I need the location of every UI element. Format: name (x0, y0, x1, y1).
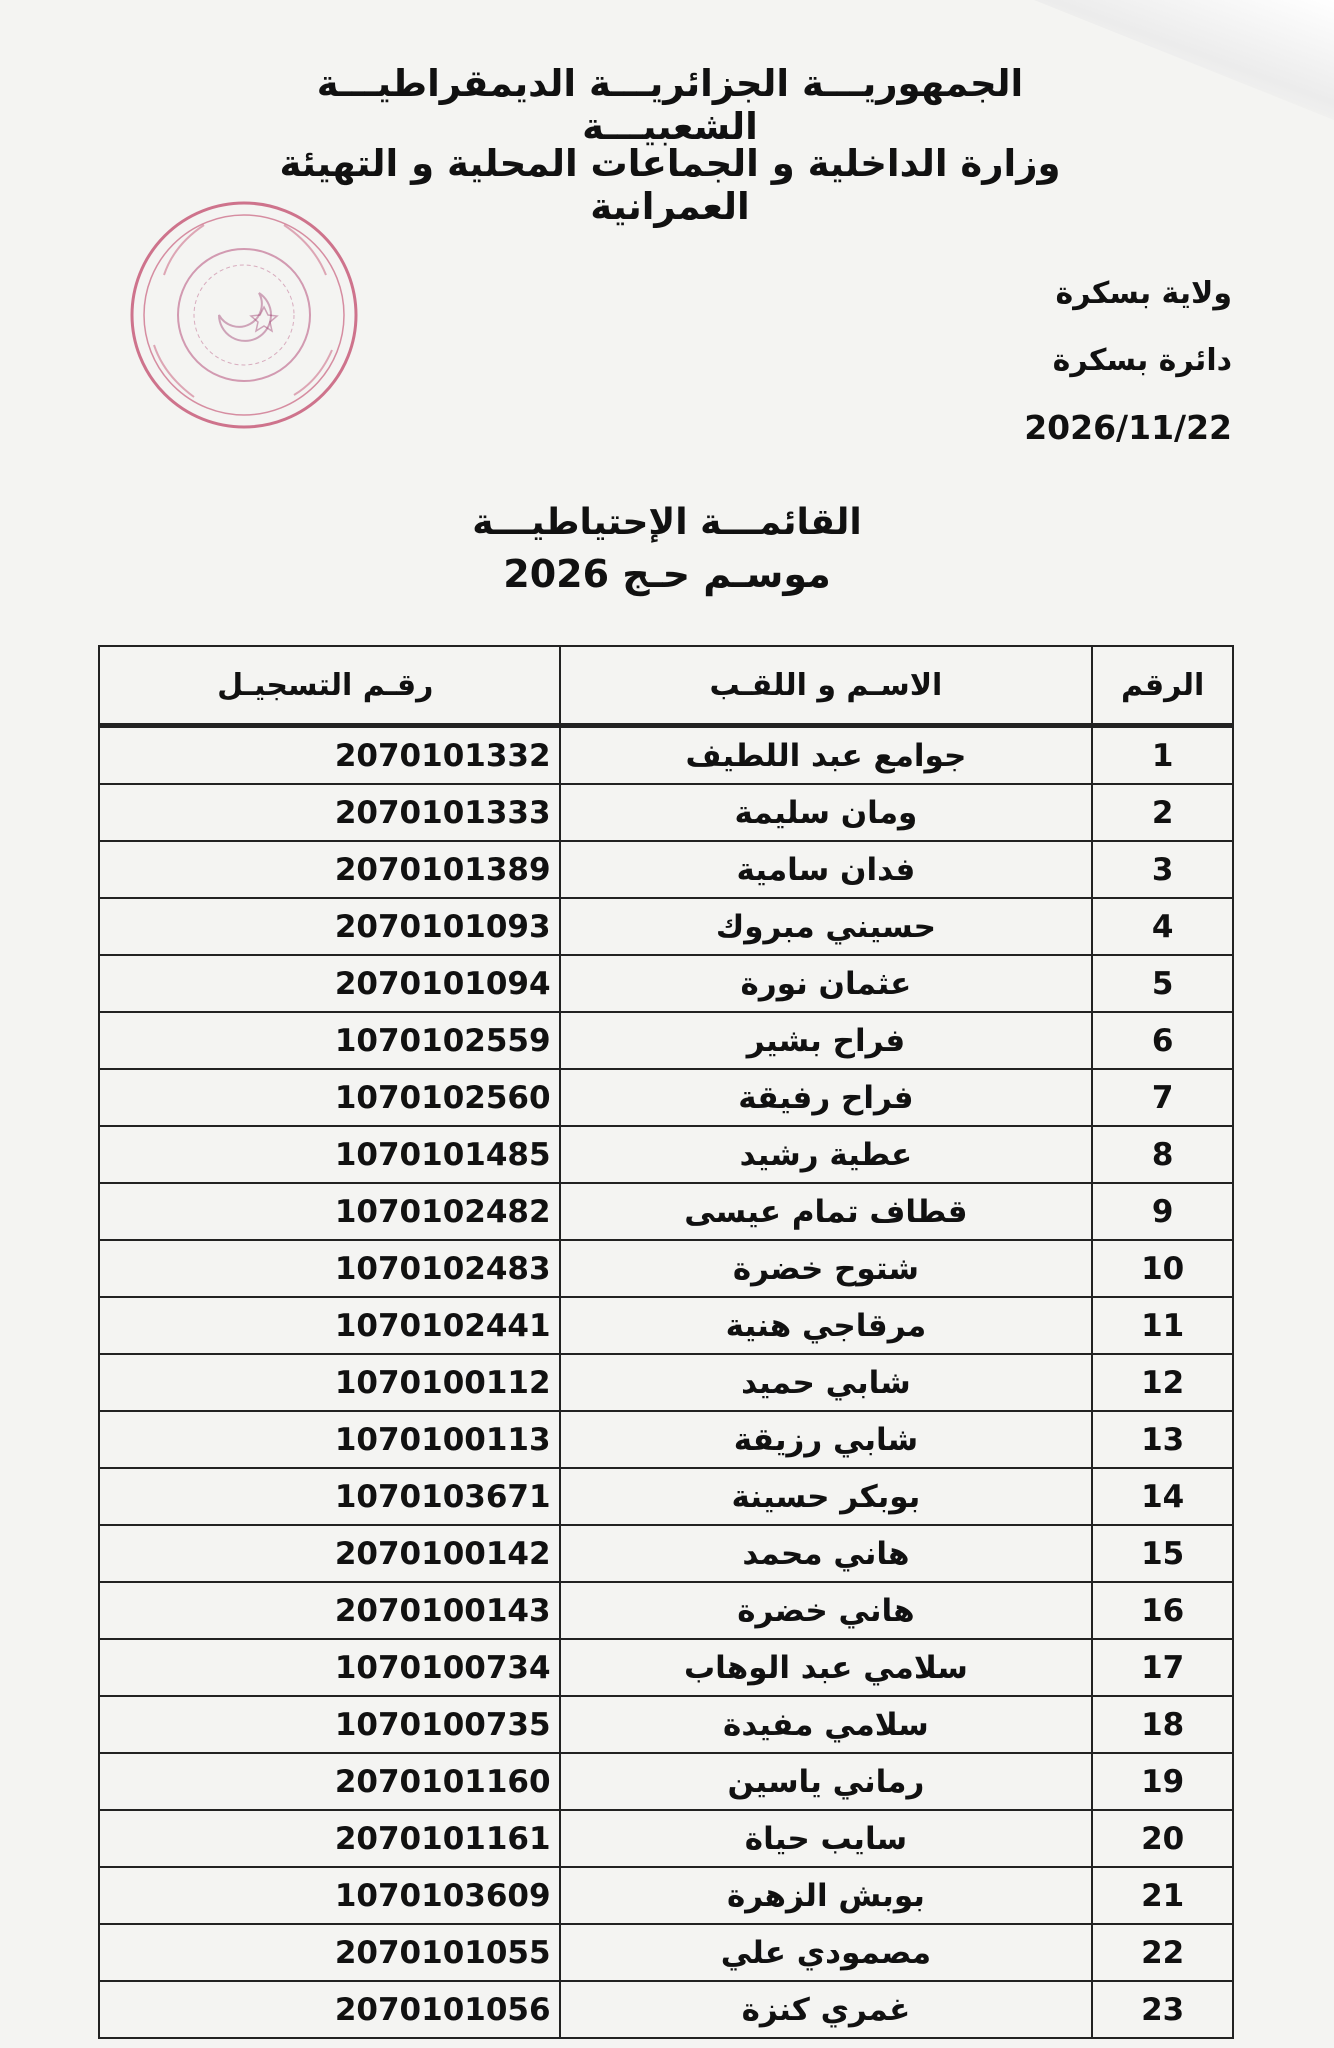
table-row (99, 1924, 1233, 1981)
row-registration: 2070101160 (99, 1753, 560, 1810)
table-row (99, 1696, 1233, 1753)
row-name: عثمان نورة (560, 955, 1093, 1012)
row-name: عطية رشيد (560, 1126, 1093, 1183)
row-registration: 2070101389 (99, 841, 560, 898)
row-number: 20 (1092, 1810, 1233, 1867)
row-registration: 2070101094 (99, 955, 560, 1012)
row-name: رماني ياسين (560, 1753, 1093, 1810)
row-name: هاني خضرة (560, 1582, 1093, 1639)
table-row (99, 1639, 1233, 1696)
row-number: 1 (1092, 726, 1233, 785)
table-row (99, 1981, 1233, 2038)
row-number: 23 (1092, 1981, 1233, 2038)
row-name: بوبش الزهرة (560, 1867, 1093, 1924)
document-date: 2026/11/22 (1024, 408, 1232, 447)
table-row (99, 841, 1233, 898)
row-number: 11 (1092, 1297, 1233, 1354)
row-number: 7 (1092, 1069, 1233, 1126)
table-row (99, 1411, 1233, 1468)
row-registration: 2070100142 (99, 1525, 560, 1582)
row-number: 12 (1092, 1354, 1233, 1411)
row-name: حسيني مبروك (560, 898, 1093, 955)
row-number: 19 (1092, 1753, 1233, 1810)
row-registration: 2070101093 (99, 898, 560, 955)
row-number: 16 (1092, 1582, 1233, 1639)
row-registration: 1070100112 (99, 1354, 560, 1411)
table-row (99, 1297, 1233, 1354)
row-number: 4 (1092, 898, 1233, 955)
row-registration: 1070102560 (99, 1069, 560, 1126)
row-registration: 1070103609 (99, 1867, 560, 1924)
list-title: القائمـــة الإحتياطيـــة (472, 502, 862, 543)
row-name: مصمودي علي (560, 1924, 1093, 1981)
row-number: 3 (1092, 841, 1233, 898)
table-row (99, 1582, 1233, 1639)
table-row (99, 726, 1233, 785)
row-number: 5 (1092, 955, 1233, 1012)
row-number: 6 (1092, 1012, 1233, 1069)
table-row (99, 1867, 1233, 1924)
official-stamp-icon (124, 195, 364, 435)
table-row (99, 955, 1233, 1012)
row-registration: 1070103671 (99, 1468, 560, 1525)
daira-label: دائرة بسكرة (1052, 343, 1232, 378)
row-number: 9 (1092, 1183, 1233, 1240)
table-body (99, 726, 1233, 2039)
table-row (99, 1069, 1233, 1126)
table-row (99, 1012, 1233, 1069)
row-number: 22 (1092, 1924, 1233, 1981)
row-registration: 1070100735 (99, 1696, 560, 1753)
row-registration: 1070102482 (99, 1183, 560, 1240)
row-name: سلامي مفيدة (560, 1696, 1093, 1753)
row-registration: 1070102483 (99, 1240, 560, 1297)
header-number: الرقم (1092, 646, 1233, 726)
ministry-heading: وزارة الداخلية و الجماعات المحلية و التهيئة العمرانية (279, 142, 1061, 228)
row-name: سلامي عبد الوهاب (560, 1639, 1093, 1696)
row-registration: 2070101333 (99, 784, 560, 841)
table-row (99, 898, 1233, 955)
row-registration: 1070102559 (99, 1012, 560, 1069)
table-row (99, 1354, 1233, 1411)
row-name: غمري كنزة (560, 1981, 1093, 2038)
row-name: شابي حميد (560, 1354, 1093, 1411)
row-number: 17 (1092, 1639, 1233, 1696)
season-title: موسـم حـج 2026 (503, 552, 831, 596)
table-row (99, 784, 1233, 841)
table-row (99, 1810, 1233, 1867)
row-number: 2 (1092, 784, 1233, 841)
row-name: شابي رزيقة (560, 1411, 1093, 1468)
row-name: قطاف تمام عيسى (560, 1183, 1093, 1240)
row-registration: 1070102441 (99, 1297, 560, 1354)
row-number: 8 (1092, 1126, 1233, 1183)
row-name: مرقاجي هنية (560, 1297, 1093, 1354)
row-number: 13 (1092, 1411, 1233, 1468)
row-number: 18 (1092, 1696, 1233, 1753)
row-number: 14 (1092, 1468, 1233, 1525)
table-header-row (99, 646, 1233, 726)
row-registration: 1070100113 (99, 1411, 560, 1468)
row-name: فراح رفيقة (560, 1069, 1093, 1126)
row-name: فدان سامية (560, 841, 1093, 898)
row-name: شتوح خضرة (560, 1240, 1093, 1297)
header-name: الاسـم و اللقـب (560, 646, 1093, 726)
table-row (99, 1753, 1233, 1810)
row-registration: 2070101055 (99, 1924, 560, 1981)
row-registration: 1070100734 (99, 1639, 560, 1696)
row-name: بوبكر حسينة (560, 1468, 1093, 1525)
row-name: جوامع عبد اللطيف (560, 726, 1093, 785)
table-row (99, 1126, 1233, 1183)
wilaya-label: ولاية بسكرة (1055, 276, 1232, 311)
row-registration: 2070101332 (99, 726, 560, 785)
table-row (99, 1240, 1233, 1297)
republic-heading: الجمهوريـــة الجزائريـــة الديمقراطيـــة الشعبيـــة (316, 62, 1024, 148)
table-row (99, 1525, 1233, 1582)
header-registration: رقـم التسجيـل (99, 646, 560, 726)
row-number: 10 (1092, 1240, 1233, 1297)
reserve-list-table (98, 645, 1234, 2039)
row-name: هاني محمد (560, 1525, 1093, 1582)
row-number: 21 (1092, 1867, 1233, 1924)
row-number: 15 (1092, 1525, 1233, 1582)
row-registration: 1070101485 (99, 1126, 560, 1183)
row-name: سايب حياة (560, 1810, 1093, 1867)
row-registration: 2070100143 (99, 1582, 560, 1639)
row-registration: 2070101056 (99, 1981, 560, 2038)
table-row (99, 1468, 1233, 1525)
row-name: ومان سليمة (560, 784, 1093, 841)
page-fold (1034, 0, 1334, 120)
row-name: فراح بشير (560, 1012, 1093, 1069)
table-row (99, 1183, 1233, 1240)
row-registration: 2070101161 (99, 1810, 560, 1867)
